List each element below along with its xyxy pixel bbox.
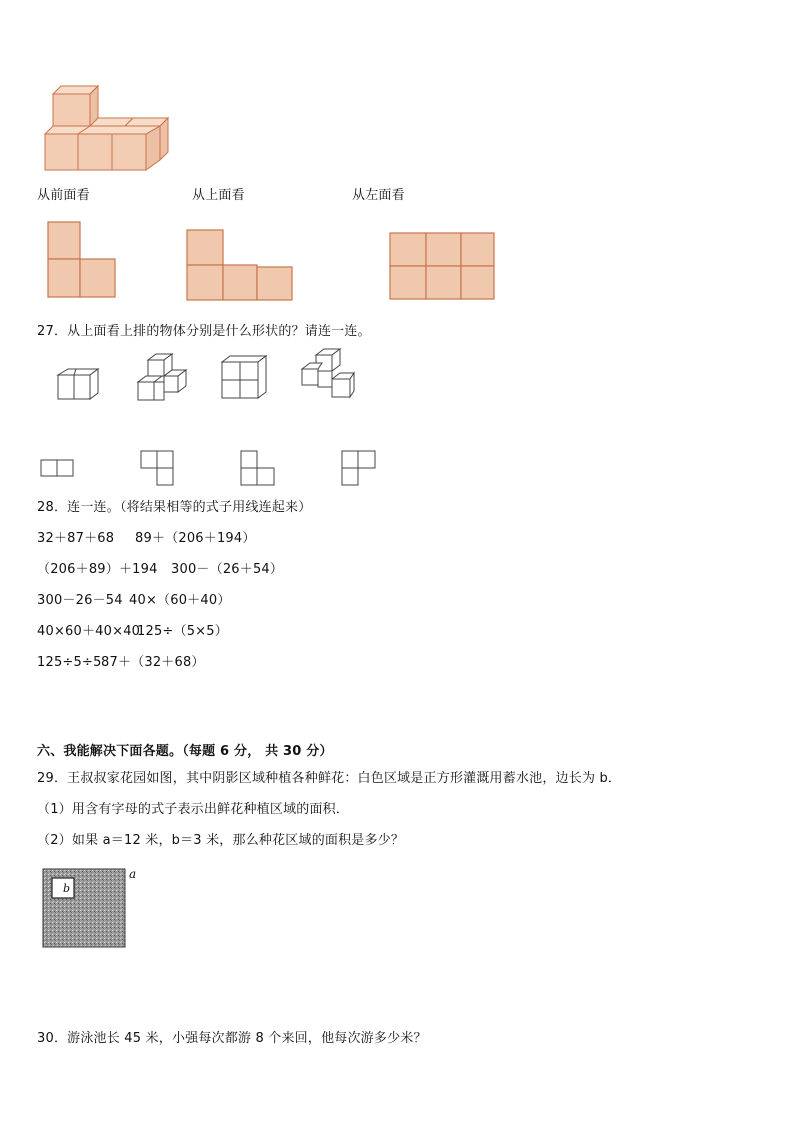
q27-grid-1 bbox=[40, 459, 76, 479]
q28-row1-right: 89＋（206＋194） bbox=[135, 531, 256, 546]
front-view-label: 从前面看 bbox=[37, 188, 90, 203]
q29-part1: （1）用含有字母的式子表示出鲜花种植区域的面积． bbox=[37, 802, 350, 817]
q30-text: 30．游泳池长 45 米，小强每次都游 8 个来回，他每次游多少米？ bbox=[37, 1031, 427, 1046]
q27-solid-2 bbox=[136, 352, 188, 404]
q27-grid-3 bbox=[240, 450, 278, 488]
q29-part2: （2）如果 a＝12 米，b＝3 米，那么种花区域的面积是多少？ bbox=[37, 833, 405, 848]
q28-row4-left: 40×60＋40×40 bbox=[37, 624, 141, 639]
q27-grid-2 bbox=[140, 450, 176, 488]
q28-row3-left: 300－26－54 bbox=[37, 593, 123, 608]
left-view-label: 从左面看 bbox=[352, 188, 405, 203]
q28-row2-left: （206＋89）＋194 bbox=[37, 562, 158, 577]
q28-text: 28．连一连。（将结果相等的式子用线连起来） bbox=[37, 500, 312, 515]
cube-front-row bbox=[45, 126, 160, 170]
q28-row5-right: 87＋（32＋68） bbox=[101, 655, 205, 670]
q28-row4-right: 125÷（5×5） bbox=[137, 624, 228, 639]
q27-grid-4 bbox=[341, 450, 379, 488]
label-a: a bbox=[129, 867, 137, 881]
q27-solid-4 bbox=[300, 347, 356, 403]
top-view-label: 从上面看 bbox=[192, 188, 245, 203]
q29-text: 29．王叔叔家花园如图，其中阴影区域种植各种鲜花：白色区域是正方形灌溉用蓄水池，边长为 b． bbox=[37, 771, 622, 786]
front-view-shape bbox=[47, 221, 119, 301]
q27-solid-3 bbox=[220, 354, 268, 402]
q27-solid-1 bbox=[56, 365, 106, 401]
q28-row5-left: 125÷5÷5 bbox=[37, 655, 102, 670]
cube-stack-figure bbox=[38, 82, 173, 177]
top-view-shape bbox=[186, 229, 296, 303]
left-view-shape bbox=[389, 232, 499, 302]
q28-row1-left: 32＋87＋68 bbox=[37, 531, 115, 546]
section6-title: 六、我能解决下面各题。（每题 6 分， 共 30 分） bbox=[37, 744, 333, 759]
q27-text: 27．从上面看上排的物体分别是什么形状的？请连一连。 bbox=[37, 324, 371, 339]
q28-row2-right: 300－（26＋54） bbox=[171, 562, 284, 577]
q28-row3-right: 40×（60＋40） bbox=[129, 593, 231, 608]
cube-top-single bbox=[53, 86, 98, 130]
label-b: b bbox=[63, 882, 71, 895]
